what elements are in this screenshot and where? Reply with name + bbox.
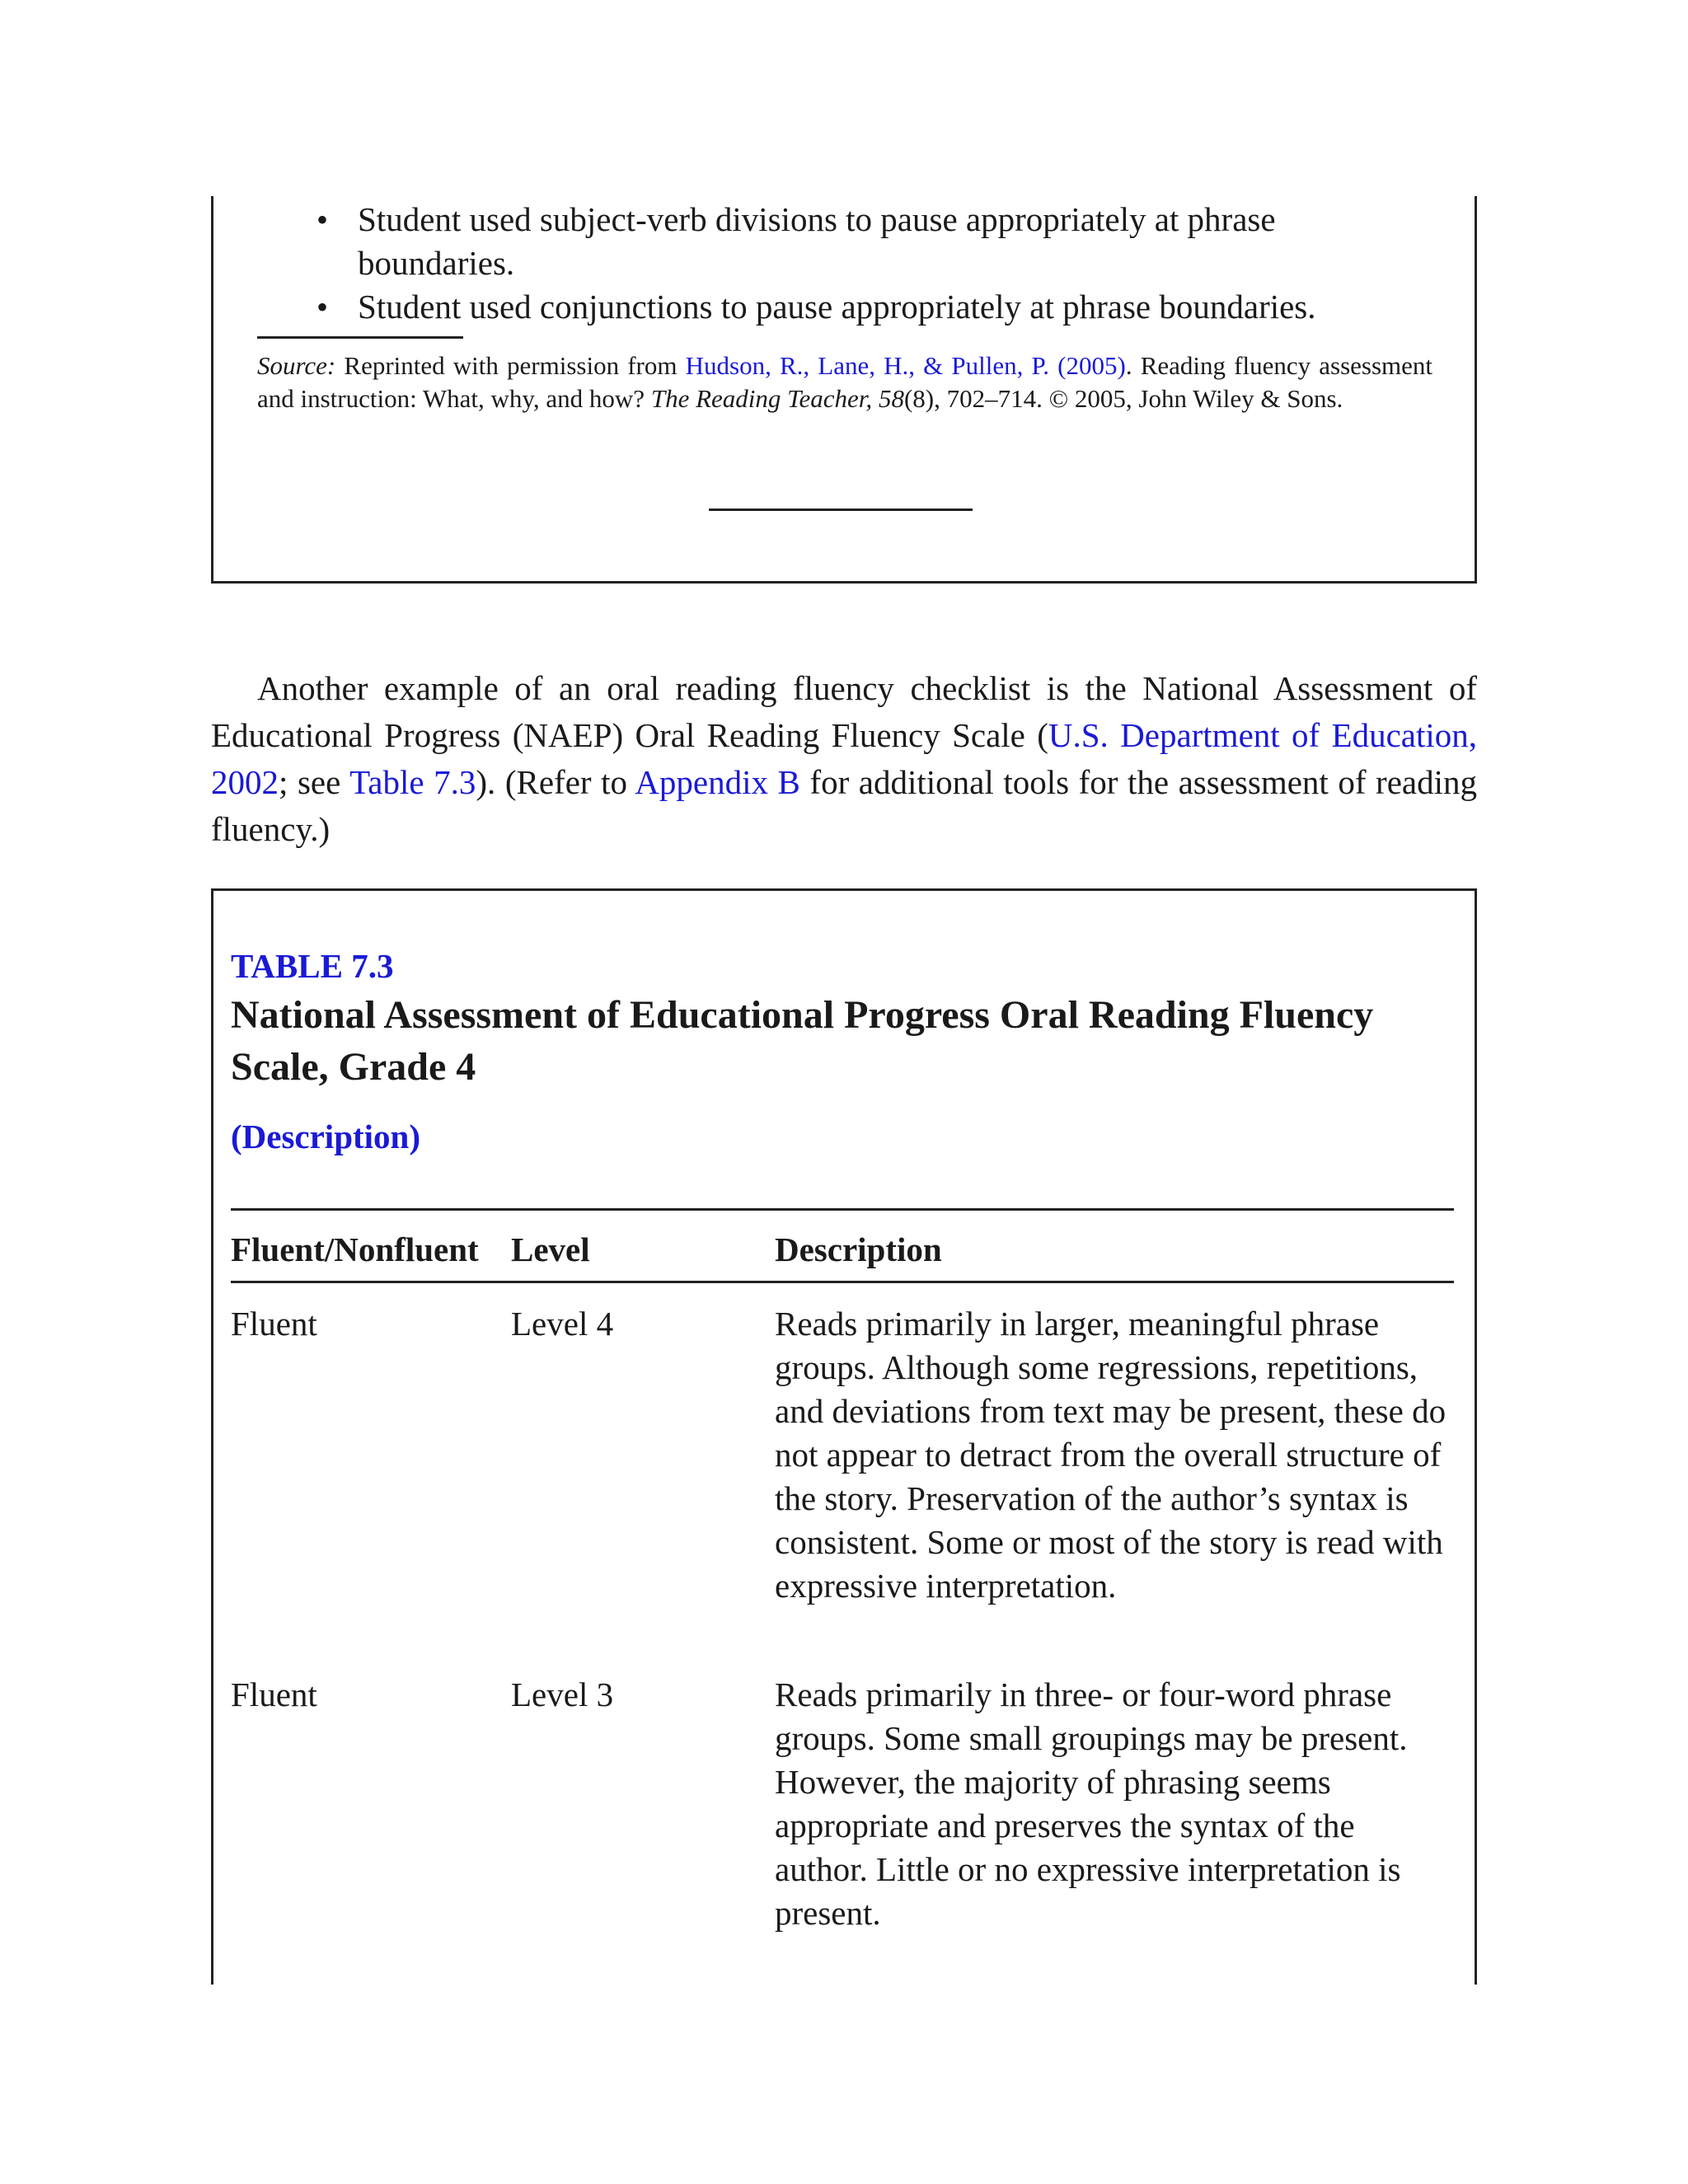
description-link[interactable]: (Description) <box>231 1118 421 1155</box>
source-label: Source: <box>257 351 336 380</box>
row-level: Level 3 <box>511 1675 614 1713</box>
bullet-item: • Student used conjunctions to pause appropriately at phrase boundaries. <box>316 285 1421 329</box>
source-text-mid: . Reading fluency assessment and instruction: What, why, and how? <box>257 351 1433 413</box>
source-text-before: Reprinted with permission from <box>344 351 678 380</box>
row-description: Reads primarily in larger, meaningful phrase groups. Although some regressions, repetitions, and deviations from text may be present, these do not appear to detract from the overall structure of the story. Preservation of the author’s syntax is consistent. Some or most of the story is read with expressive interpretation. <box>775 1305 1447 1605</box>
paragraph-text: ). (Refer to <box>476 763 635 801</box>
row-fluency: Fluent <box>231 1675 317 1713</box>
bullet-item: • Student used subject-verb divisions to pause appropriately at phrase boundaries. <box>316 198 1421 285</box>
header-description: Description <box>775 1230 942 1268</box>
table-header-rule <box>231 1281 1454 1283</box>
header-level: Level <box>511 1230 590 1268</box>
paragraph-text: for additional tools for the assessment of reading fluency.) <box>211 763 1477 848</box>
row-fluency: Fluent <box>231 1305 317 1343</box>
journal-volume: 58 <box>878 384 904 413</box>
reference-link[interactable]: U.S. Department of Education, 2002 <box>211 716 1477 801</box>
table-link[interactable]: Table 7.3 <box>349 763 476 801</box>
source-text-after: (8), 702–714. © 2005, John Wiley & Sons. <box>903 384 1343 413</box>
table-label[interactable]: TABLE 7.3 <box>231 947 394 985</box>
appendix-link[interactable]: Appendix B <box>635 763 800 801</box>
body-paragraph <box>211 665 1477 853</box>
citation-link[interactable]: Hudson, R., Lane, H., & Pullen, P. (2005) <box>685 351 1126 380</box>
source-note <box>257 349 1432 415</box>
table-title: National Assessment of Educational Progress Oral Reading Fluency Scale, Grade 4 <box>231 993 1374 1089</box>
row-description: Reads primarily in three- or four-word phrase groups. Some small groupings may be present. However, the majority of phrasing seems appropriate and preserves the syntax of the author. Little or no expressive interpretation is present. <box>775 1675 1408 1932</box>
row-level: Level 4 <box>511 1305 614 1343</box>
header-fluency: Fluent/Nonfluent <box>231 1230 479 1268</box>
source-divider <box>257 336 463 339</box>
paragraph-text: Another example of an oral reading fluency checklist is the National Assessment of Educational Progress (NAEP) Oral Reading Fluency Scale ( <box>211 669 1477 754</box>
bullet-list <box>316 198 1421 329</box>
section-end-rule <box>709 509 973 511</box>
paragraph-text: ; see <box>279 763 350 801</box>
table-top-rule <box>231 1208 1454 1211</box>
journal-title: The Reading Teacher, <box>650 384 873 413</box>
